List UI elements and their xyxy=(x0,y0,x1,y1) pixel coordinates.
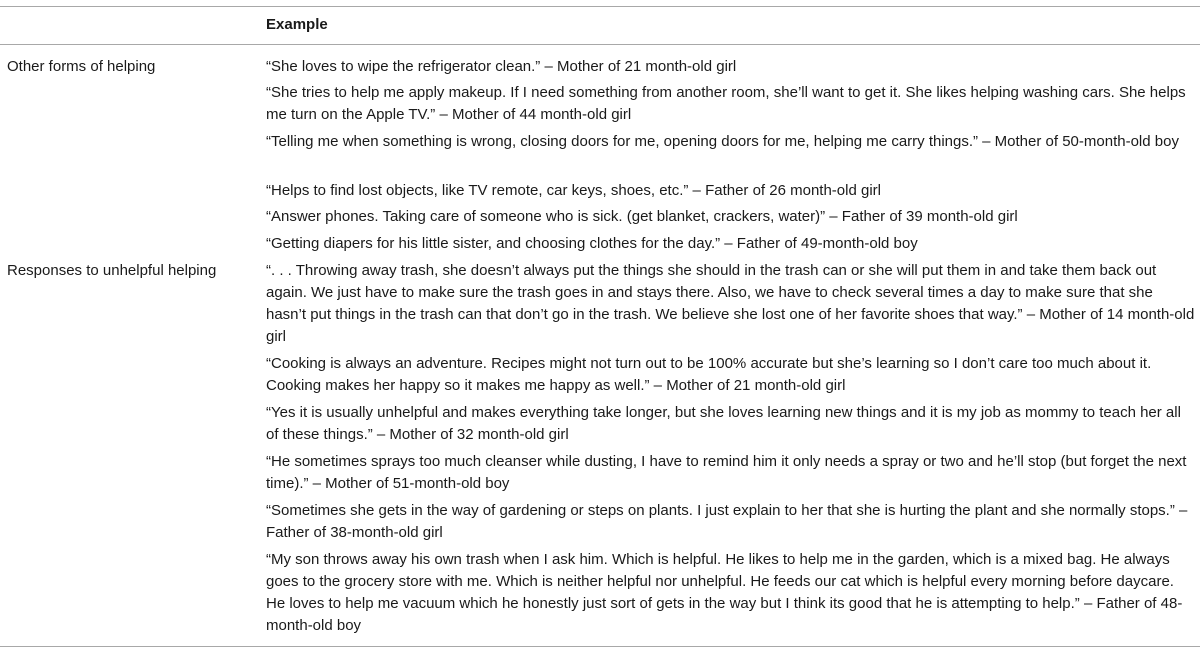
example-row: “Yes it is usually unhelpful and makes everything take longer, but she loves learning new things and it is my job as mommy to teach her all of these things.” – Mother of 32 month-old girl xyxy=(266,404,1181,443)
example-row: “He sometimes sprays too much cleanser while dusting, I have to remind him it only needs a spray or two and he’ll stop (but forget the next time).” – Mother of 51-month-old boy xyxy=(266,453,1187,492)
example-row: “Telling me when something is wrong, closing doors for me, opening doors for me, helping me carry things.” – Mother of 50-month-old boy xyxy=(266,133,1179,150)
example-row: “Cooking is always an adventure. Recipes might not turn out to be 100% accurate but she’s learning so I don’t care too much about it. Cooking makes her happy so it makes me happy as well.” – Mother of 21 month-old girl xyxy=(266,355,1152,394)
example-row: “Answer phones. Taking care of someone who is sick. (get blanket, crackers, water)” – Father of 39 month-old girl xyxy=(266,208,1018,225)
example-row: “Helps to find lost objects, like TV remote, car keys, shoes, etc.” – Father of 26 month-old girl xyxy=(266,182,881,199)
example-row: “Getting diapers for his little sister, and choosing clothes for the day.” – Father of 49-month-old boy xyxy=(266,235,918,252)
category-responses-to-unhelpful-helping: Responses to unhelpful helping xyxy=(7,262,217,279)
table-top-rule xyxy=(0,6,1200,7)
example-row: “My son throws away his own trash when I ask him. Which is helpful. He likes to help me in the garden, which is a mixed bag. He always goes to the grocery store with me. Which is neither helpful nor unhelpful. He feeds our cat which is helpful every morning before daycare. He loves to help me vacuum which he honestly just sort of gets in the way but I think its good that he is attempting to help.” – Father of 48-month-old boy xyxy=(266,551,1183,634)
column-header-example: Example xyxy=(266,16,328,33)
category-other-forms-of-helping: Other forms of helping xyxy=(7,58,156,75)
table-bottom-rule xyxy=(0,646,1200,647)
example-row: “Sometimes she gets in the way of gardening or steps on plants. I just explain to her that she is hurting the plant and she normally stops.” – Father of 38-month-old girl xyxy=(266,502,1188,541)
example-row: “. . . Throwing away trash, she doesn’t always put the things she should in the trash can or she will put them in and take them back out again. We just have to make sure the trash goes in and stays there. Also, we have to check several times a day to make sure that she hasn’t put things in the trash can that don’t go in the trash. We believe she lost one of her favorite shoes that way.” – Mother of 14 month-old girl xyxy=(266,262,1195,345)
example-row: “She tries to help me apply makeup. If I need something from another room, she’ll want to get it. She likes helping washing cars. She helps me turn on the Apple TV.” – Mother of 44 month-old girl xyxy=(266,84,1186,123)
table-header-rule xyxy=(0,44,1200,45)
example-row: “She loves to wipe the refrigerator clean.” – Mother of 21 month-old girl xyxy=(266,58,737,75)
